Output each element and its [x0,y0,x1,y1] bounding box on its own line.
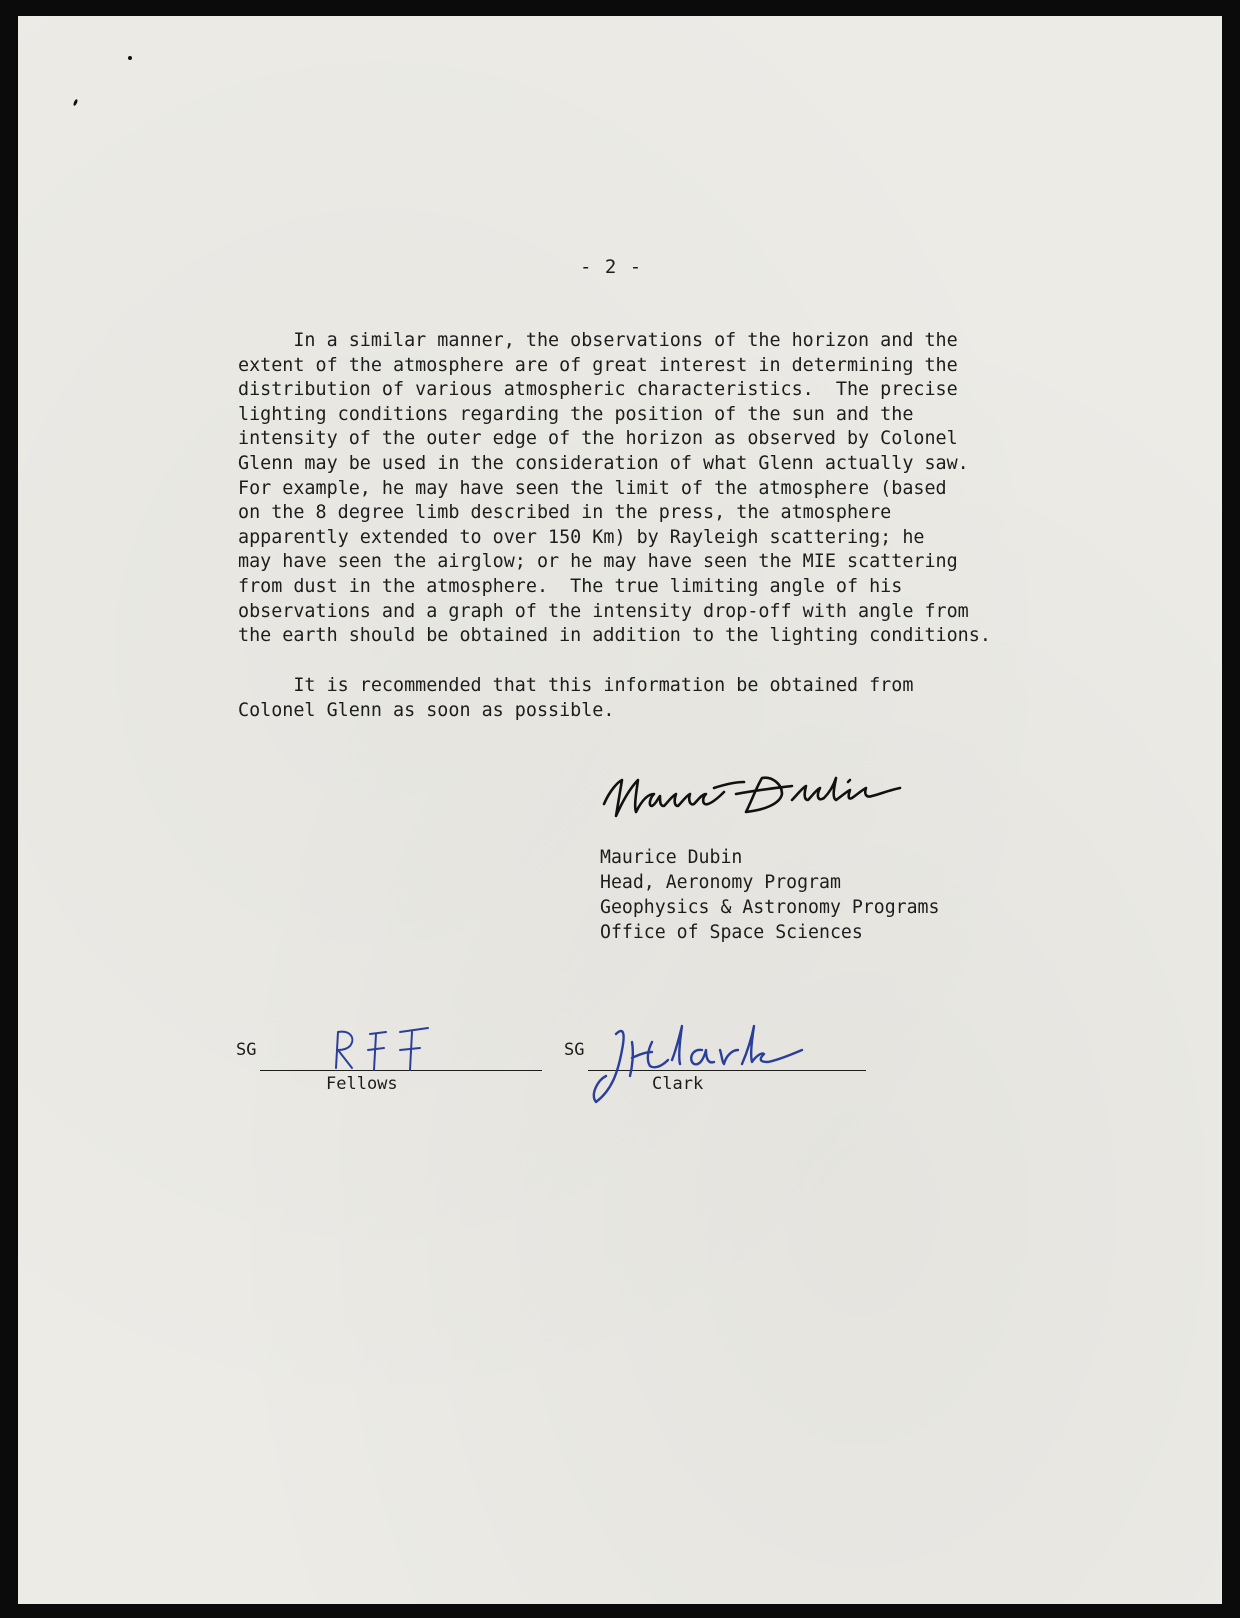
signer-name: Maurice Dubin [600,847,743,868]
text-line: on the 8 degree limb described in the press, the atmosphere [238,502,892,524]
text-line: For example, he may have seen the limit of the atmosphere (based [238,477,947,499]
signer-division: Geophysics & Astronomy Programs [600,897,940,918]
text-line: lighting conditions regarding the position of the sun and the [238,403,914,425]
text-line: observations and a graph of the intensity drop-off with angle from [238,600,969,622]
paragraph-2 [238,674,913,723]
text-line: Colonel Glenn as soon as possible. [238,699,615,721]
text-line: from dust in the atmosphere. The true limiting angle of his [238,575,903,597]
handwritten-signature-dubin [596,760,906,830]
text-line: In a similar manner, the observations of the horizon and the [238,330,958,351]
signature-block [600,845,939,945]
text-line: the earth should be obtained in addition to the lighting conditions. [238,625,991,647]
handwritten-signature-clark [592,1020,812,1104]
concurrence-name-clark: Clark [652,1074,704,1094]
signer-office: Office of Space Sciences [600,922,863,943]
sg-label-clark: SG [564,1040,585,1060]
concurrence-name-fellows: Fellows [326,1074,398,1094]
page-number: - 2 - [580,256,643,278]
text-line: intensity of the outer edge of the horizon as observed by Colonel [238,428,958,450]
text-line: extent of the atmosphere are of great interest in determining the [238,354,958,376]
scan-speck [128,56,132,60]
text-line: It is recommended that this information be obtained from [238,675,914,696]
paragraph-1 [238,329,1138,649]
text-line: distribution of various atmospheric characteristics. The precise [238,379,958,401]
text-line: apparently extended to over 150 Km) by Rayleigh scattering; he [238,526,925,548]
sg-label-fellows: SG [236,1040,257,1060]
text-line: may have seen the airglow; or he may have seen the MIE scattering [238,551,958,573]
scan-speck [73,99,79,107]
text-line: Glenn may be used in the consideration of what Glenn actually saw. [238,452,969,474]
signer-title: Head, Aeronomy Program [600,872,841,893]
handwritten-initials-fellows [330,1024,450,1074]
